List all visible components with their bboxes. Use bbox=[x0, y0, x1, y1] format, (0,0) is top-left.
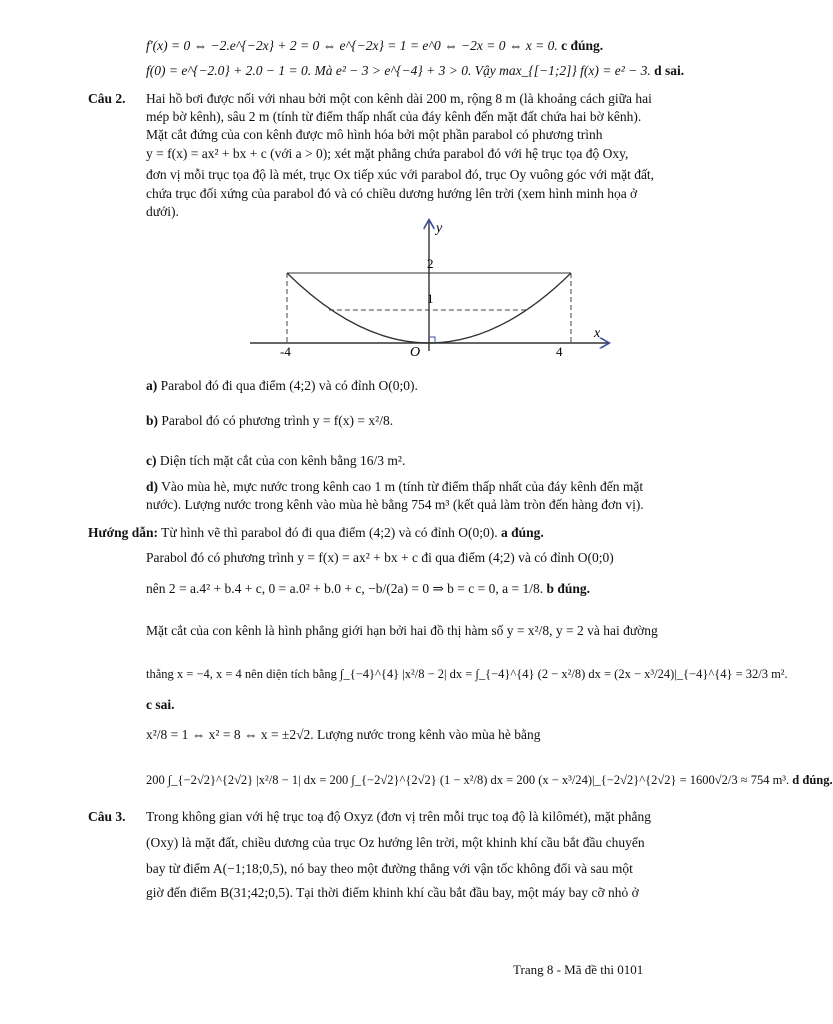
guide-line-4: Mặt cắt của con kênh là hình phẳng giới hạn bởi hai đồ thị hàm số y = x²/8, y = 2 và hai đường bbox=[146, 623, 658, 638]
right-angle-mark bbox=[429, 337, 435, 343]
guide-line-6-verdict: c sai. bbox=[146, 697, 175, 712]
option-d-text-2: nước). Lượng nước trong kênh vào mùa hè bằng 754 m³ (kết quả làm tròn đến hàng đơn vị). bbox=[146, 497, 644, 512]
page-footer: Trang 8 - Mã đề thi 0101 bbox=[513, 962, 644, 977]
tick-label-4: 4 bbox=[556, 344, 563, 359]
top-line-1-verdict: c đúng. bbox=[561, 38, 604, 53]
option-a bbox=[146, 377, 418, 395]
tick-label-2: 2 bbox=[427, 256, 434, 271]
guide-line-5: thẳng x = −4, x = 4 nên diện tích bằng ∫_{−4}^{4} |x²/8 − 2| dx = ∫_{−4}^{4} (2 − x²/8) dx = (2x − x³/24)|_{−4}^{4} = 32/3 m². bbox=[146, 667, 788, 681]
top-line-1-text: f'(x) = 0 ⇔ −2.e^{−2x} + 2 = 0 ⇔ e^{−2x} = 1 = e^0 ⇔ −2x = 0 ⇔ x = 0. bbox=[146, 38, 558, 53]
option-b-text: Parabol đó có phương trình y = f(x) = x²/8. bbox=[161, 413, 394, 428]
guide-line-8-verdict: d đúng. bbox=[792, 773, 833, 787]
option-a-text: Parabol đó đi qua điểm (4;2) và có đỉnh O(0;0). bbox=[160, 378, 418, 393]
guide-line-2: Parabol đó có phương trình y = f(x) = ax² + bx + c đi qua điểm (4;2) và có đỉnh O(0;0) bbox=[146, 550, 614, 565]
q3-label: Câu 3. bbox=[88, 809, 126, 824]
q3-line-3: bay từ điểm A(−1;18;0,5), nó bay theo một đường thẳng với vận tốc không đổi và sau một bbox=[146, 861, 633, 876]
top-line-2 bbox=[146, 62, 684, 80]
option-d-text-1: Vào mùa hè, mực nước trong kênh cao 1 m (tính từ điểm thấp nhất của đáy kênh đến mặt bbox=[161, 479, 644, 494]
tick-label-1: 1 bbox=[427, 291, 434, 306]
option-c-label: c) bbox=[146, 453, 157, 468]
tick-label-neg4: -4 bbox=[280, 344, 291, 359]
option-c bbox=[146, 452, 405, 470]
guide-line-7: x²/8 = 1 ⇔ x² = 8 ⇔ x = ±2√2. Lượng nước trong kênh vào mùa hè bằng bbox=[146, 727, 541, 742]
guide-label: Hướng dẫn: bbox=[88, 525, 158, 540]
q2-line-2: mép bờ kênh), sâu 2 m (tính từ điểm thấp nhất của đáy kênh đến mặt đất chứa hai bờ kênh). bbox=[146, 109, 642, 124]
guide-line-3 bbox=[146, 580, 590, 598]
q3-line-2: (Oxy) là mặt đất, chiều dương của trục Oz hướng lên trời, một khinh khí cầu bắt đầu chuyển bbox=[146, 835, 645, 850]
guide-line-3-verdict: b đúng. bbox=[546, 581, 591, 596]
q2-line-6: chứa trục đối xứng của parabol đó và có chiều dương hướng lên trời (xem hình minh họa ở bbox=[146, 186, 638, 201]
origin-label: O bbox=[410, 345, 421, 360]
guide-line-8-text: 200 ∫_{−2√2}^{2√2} |x²/8 − 1| dx = 200 ∫_{−2√2}^{2√2} (1 − x²/8) dx = 200 (x − x³/24)|_{−2√2}^{2√2} = 1600√2/3 ≈ 754 m³. bbox=[146, 773, 790, 787]
top-line-1 bbox=[146, 37, 603, 55]
guide-line-1-text: Từ hình vẽ thì parabol đó đi qua điểm (4;2) và có đỉnh O(0;0). bbox=[161, 525, 498, 540]
guide-line-1-verdict: a đúng. bbox=[501, 525, 544, 540]
top-line-2-verdict: d sai. bbox=[654, 63, 685, 78]
q2-line-1: Hai hồ bơi được nối với nhau bởi một con kênh dài 200 m, rộng 8 m (là khoảng cách giữa hai bbox=[146, 91, 652, 106]
option-d bbox=[146, 478, 643, 496]
option-b-label: b) bbox=[146, 413, 159, 428]
q3-line-4: giờ đến điểm B(31;42;0,5). Tại thời điểm khinh khí cầu bắt đầu bay, một máy bay cỡ nhỏ ở bbox=[146, 885, 639, 900]
top-line-2-text: f(0) = e^{−2.0} + 2.0 − 1 = 0. Mà e² − 3 > e^{−4} + 3 > 0. Vậy max_{[−1;2]} f(x) = e² − 3. bbox=[146, 63, 651, 78]
q2-line-5: đơn vị mỗi trục tọa độ là mét, trục Ox tiếp xúc với parabol đó, trục Oy vuông góc với mặt đất, bbox=[146, 167, 655, 182]
parabol-graph bbox=[246, 215, 616, 360]
option-a-label: a) bbox=[146, 378, 158, 393]
q2-line-4: y = f(x) = ax² + bx + c (với a > 0); xét mặt phẳng chứa parabol đó với hệ trục tọa độ Oxy, bbox=[146, 146, 629, 161]
guide-line-3-text: nên 2 = a.4² + b.4 + c, 0 = a.0² + b.0 + c, −b/(2a) = 0 ⇒ b = c = 0, a = 1/8. bbox=[146, 581, 544, 596]
option-d-label: d) bbox=[146, 479, 159, 494]
q2-line-3: Mặt cắt đứng của con kênh được mô hình hóa bởi một phần parabol có phương trình bbox=[146, 127, 603, 142]
option-c-text: Diện tích mặt cắt của con kênh bằng 16/3 m². bbox=[159, 453, 406, 468]
q2-label: Câu 2. bbox=[88, 91, 126, 106]
q3-line-1: Trong không gian với hệ trục toạ độ Oxyz (đơn vị trên mỗi trục toạ độ là kilômét), mặt phẳng bbox=[146, 809, 651, 824]
option-b bbox=[146, 412, 393, 430]
y-axis-label: y bbox=[436, 221, 443, 236]
q2-line-7: dưới). bbox=[146, 204, 179, 219]
guide-line-8 bbox=[146, 771, 833, 789]
guide-line-1 bbox=[88, 524, 544, 542]
x-axis-label: x bbox=[594, 326, 601, 341]
